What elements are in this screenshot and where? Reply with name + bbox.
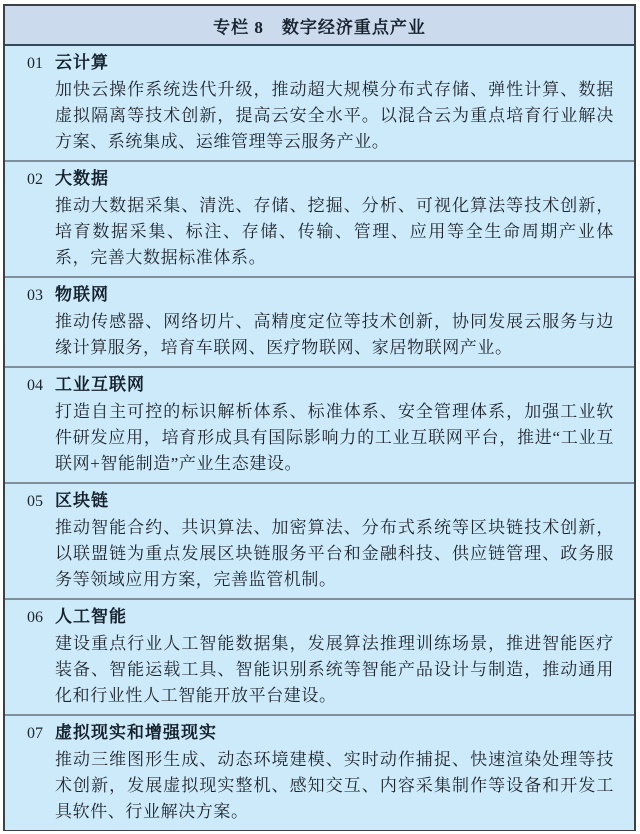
row-head — [27, 372, 614, 399]
row-head — [27, 50, 614, 77]
table-row-artificial-intelligence — [5, 598, 634, 714]
row-title: 虚拟现实和增强现实 — [55, 723, 217, 742]
table-row-big-data — [5, 160, 634, 276]
row-number: 04 — [27, 377, 43, 394]
row-body: 加快云操作系统迭代升级，推动超大规模分布式存储、弹性计算、数据虚拟隔离等技术创新，提高云安全水平。以混合云为重点培育行业解决方案、系统集成、运维管理等云服务产业。 — [55, 80, 614, 151]
row-head — [27, 720, 614, 747]
table-row-blockchain — [5, 482, 634, 598]
row-head — [27, 166, 614, 193]
row-title: 人工智能 — [55, 607, 127, 626]
row-body: 建设重点行业人工智能数据集，发展算法推理训练场景，推进智能医疗装备、智能运载工具、智能识别系统等智能产品设计与制造，推动通用化和行业性人工智能开放平台建设。 — [55, 634, 614, 705]
table-row-cloud-computing — [5, 46, 634, 160]
table-title: 专栏 8 数字经济重点产业 — [5, 6, 634, 46]
row-head — [27, 604, 614, 631]
row-number: 06 — [27, 609, 43, 626]
row-body: 推动大数据采集、清洗、存储、挖掘、分析、可视化算法等技术创新，培育数据采集、标注、存储、传输、管理、应用等全生命周期产业体系，完善大数据标准体系。 — [55, 196, 614, 267]
row-body: 打造自主可控的标识解析体系、标准体系、安全管理体系，加强工业软件研发应用，培育形成具有国际影响力的工业互联网平台，推进“工业互联网+智能制造”产业生态建设。 — [55, 402, 614, 473]
table-row-iot — [5, 276, 634, 366]
row-title: 物联网 — [55, 285, 109, 304]
row-body: 推动三维图形生成、动态环境建模、实时动作捕捉、快速渲染处理等技术创新，发展虚拟现实整机、感知交互、内容采集制作等设备和开发工具软件、行业解决方案。 — [55, 750, 614, 821]
row-number: 01 — [27, 55, 43, 72]
row-head — [27, 282, 614, 309]
row-title: 大数据 — [55, 169, 109, 188]
row-title: 云计算 — [55, 53, 109, 72]
row-number: 03 — [27, 287, 43, 304]
digital-economy-key-industries-table — [3, 4, 636, 831]
row-body: 推动智能合约、共识算法、加密算法、分布式系统等区块链技术创新，以联盟链为重点发展区块链服务平台和金融科技、供应链管理、政务服务等领域应用方案，完善监管机制。 — [55, 518, 614, 589]
row-number: 07 — [27, 725, 43, 742]
row-title: 区块链 — [55, 491, 109, 510]
table-rows — [5, 46, 634, 830]
row-title: 工业互联网 — [55, 375, 145, 394]
row-number: 02 — [27, 171, 43, 188]
table-row-vr-ar — [5, 714, 634, 830]
row-head — [27, 488, 614, 515]
table-row-industrial-internet — [5, 366, 634, 482]
row-body: 推动传感器、网络切片、高精度定位等技术创新，协同发展云服务与边缘计算服务，培育车联网、医疗物联网、家居物联网产业。 — [55, 312, 614, 357]
row-number: 05 — [27, 493, 43, 510]
